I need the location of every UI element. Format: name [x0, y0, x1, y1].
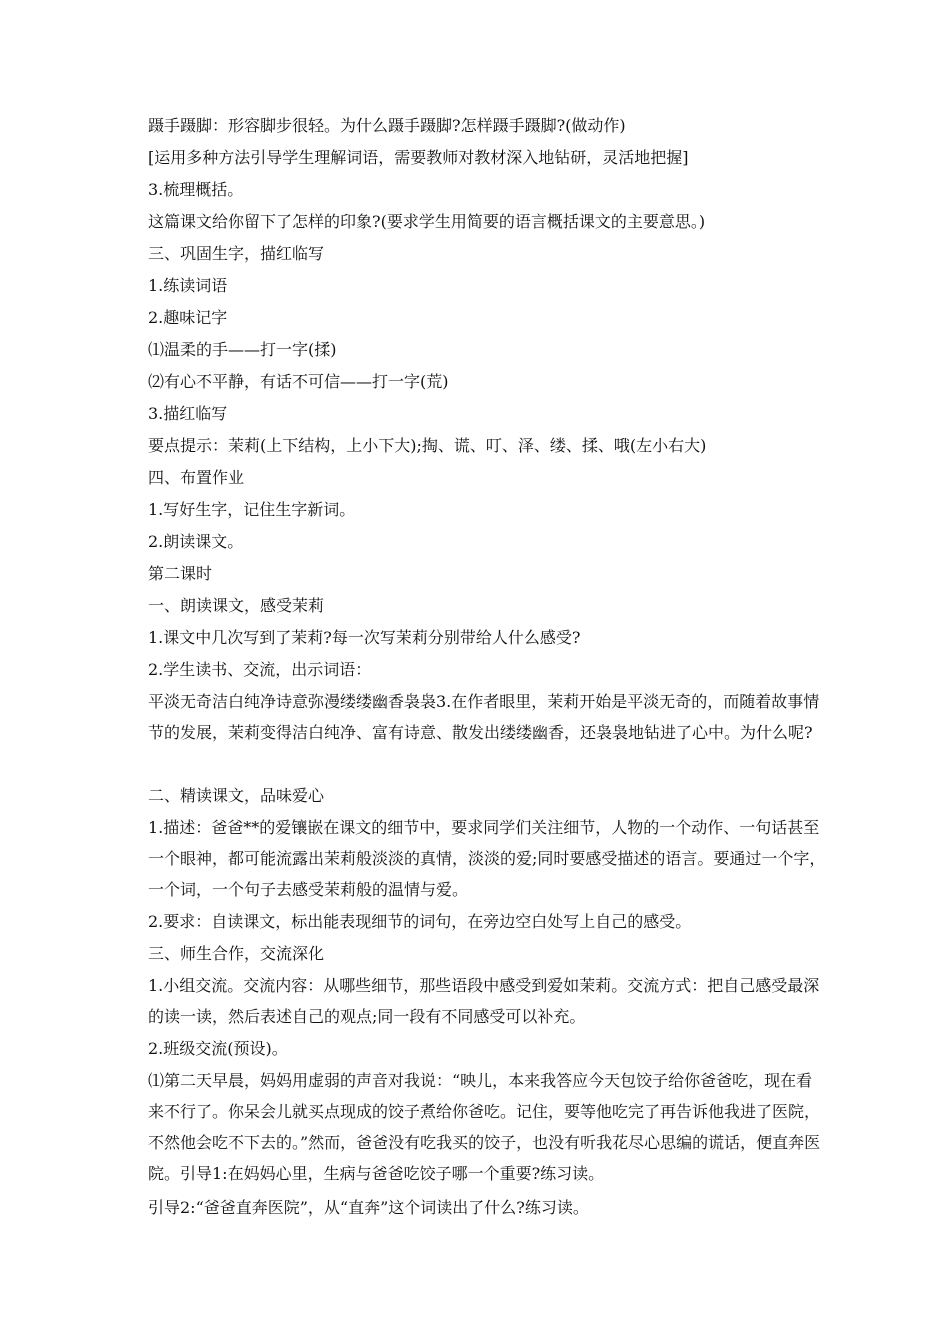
paragraph: 2.趣味记字: [148, 308, 228, 327]
paragraph: 1.描述：爸爸**的爱镶嵌在课文的细节中，要求同学们关注细节，人物的一个动作、一句话甚至一个眼神，都可能流露出茉莉般淡淡的真情，淡淡的爱;同时要感受描述的语言。要通过一个字，一个词，一个句子去感受茉莉般的温情与爱。: [148, 818, 826, 899]
paragraph: 平淡无奇洁白纯净诗意弥漫缕缕幽香袅袅3.在作者眼里，茉莉开始是平淡无奇的，而随着故事情节的发展，茉莉变得洁白纯净、富有诗意、散发出缕缕幽香，还袅袅地钻进了心中。为什么呢?: [148, 692, 820, 742]
paragraph: 1.写好生字，记住生字新词。: [148, 500, 356, 519]
paragraph: 要点提示：茉莉(上下结构，上小下大);掏、谎、叮、泽、缕、揉、哦(左小右大): [148, 436, 707, 455]
paragraph: 1.课文中几次写到了茉莉?每一次写茉莉分别带给人什么感受?: [148, 628, 581, 647]
section-heading: 三、师生合作，交流深化: [148, 944, 325, 963]
section-heading: 第二课时: [148, 564, 213, 583]
section-heading: 三、巩固生字，描红临写: [148, 244, 325, 263]
section-heading: 一、朗读课文，感受茉莉: [148, 596, 325, 615]
paragraph: 2.朗读课文。: [148, 532, 244, 551]
paragraph: 2.班级交流(预设)。: [148, 1039, 288, 1058]
paragraph: 3.描红临写: [148, 404, 228, 423]
paragraph: 蹑手蹑脚：形容脚步很轻。为什么蹑手蹑脚?怎样蹑手蹑脚?(做动作): [148, 116, 626, 135]
paragraph: 2.要求：自读课文，标出能表现细节的词句，在旁边空白处写上自己的感受。: [148, 912, 692, 931]
paragraph: 2.学生读书、交流，出示词语：: [148, 660, 372, 679]
paragraph: ⑴温柔的手——打一字(揉): [148, 340, 337, 359]
section-heading: 四、布置作业: [148, 468, 245, 487]
paragraph: ⑵有心不平静，有话不可信——打一字(荒): [148, 372, 449, 391]
paragraph: 引导2:“爸爸直奔医院”，从“直奔”这个词读出了什么?练习读。: [148, 1198, 589, 1217]
paragraph: 1.练读词语: [148, 276, 228, 295]
paragraph: 3.梳理概括。: [148, 180, 244, 199]
paragraph: 这篇课文给你留下了怎样的印象?(要求学生用简要的语言概括课文的主要意思。): [148, 212, 706, 231]
paragraph: [运用多种方法引导学生理解词语，需要教师对教材深入地钻研，灵活地把握]: [148, 148, 689, 167]
paragraph: 1.小组交流。交流内容：从哪些细节，那些语段中感受到爱如茉莉。交流方式：把自己感受最深的读一读，然后表述自己的观点;同一段有不同感受可以补充。: [148, 976, 820, 1026]
paragraph: ⑴第二天早晨，妈妈用虚弱的声音对我说：“映儿，本来我答应今天包饺子给你爸爸吃，现在看来不行了。你呆会儿就买点现成的饺子煮给你爸吃。记住，要等他吃完了再告诉他我进了医院，不然他会吃不下去的。”然而，爸爸没有吃我买的饺子，也没有听我花尽心思编的谎话，便直奔医院。引导1:在妈妈心里，生病与爸爸吃饺子哪一个重要?练习读。: [148, 1071, 821, 1183]
section-heading: 二、精读课文，品味爱心: [148, 786, 325, 805]
